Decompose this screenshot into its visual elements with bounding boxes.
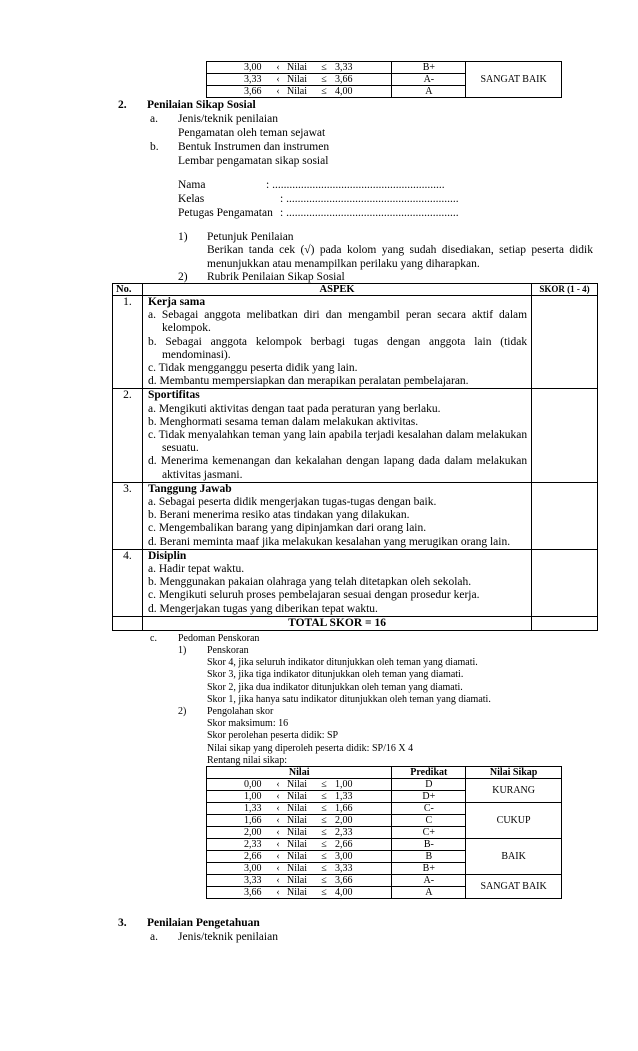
header-aspek: ASPEK [142, 284, 531, 296]
list-item: a. Hadir tepat waktu. [147, 563, 245, 576]
section-title: Penilaian Sikap Sosial [147, 99, 256, 111]
range-lo: 3,33 [244, 875, 262, 886]
range-sym: ‹ [276, 815, 280, 826]
range-lo: 0,00 [244, 779, 262, 790]
processing-lines [207, 718, 413, 768]
item-subtext: Pengamatan oleh teman sejawat [178, 127, 326, 139]
range-le: ≤ [321, 62, 327, 73]
range-hi: 3,66 [335, 875, 353, 886]
step-title: Rubrik Penilaian Sikap Sosial [207, 271, 345, 283]
range-le: ≤ [321, 791, 327, 802]
list-item: a. Sebagai anggota melibatkan diri dan mengambil peran secara aktif dalam kelompok. [147, 309, 528, 335]
grade-cell: A- [392, 74, 466, 86]
step-title: Petunjuk Penilaian [207, 231, 294, 243]
aspect-cell [142, 549, 531, 616]
header-skor: SKOR (1 - 4) [532, 284, 598, 296]
range-hi: 3,66 [335, 74, 353, 85]
aspect-title: Tanggung Jawab [147, 482, 232, 495]
step-title: Penskoran [207, 645, 249, 656]
field-value: : ............................................................ [280, 193, 459, 205]
scoring-lines [207, 657, 491, 707]
range-cell [207, 62, 392, 74]
range-lo: 3,33 [244, 74, 262, 85]
range-lo: 1,66 [244, 815, 262, 826]
range-sym: ‹ [276, 779, 280, 790]
grade-cell: D [392, 779, 466, 791]
item-label: a. [150, 931, 158, 943]
range-sym: ‹ [276, 851, 280, 862]
range-word: Nilai [287, 86, 307, 97]
range-le: ≤ [321, 803, 327, 814]
range-word: Nilai [287, 863, 307, 874]
item-text: Pedoman Penskoran [178, 633, 260, 644]
list-item: b. Berani menerima resiko atas tindakan yang dilakukan. [147, 509, 410, 522]
table-row [207, 62, 562, 74]
range-sym: ‹ [276, 827, 280, 838]
range-le: ≤ [321, 86, 327, 97]
range-cell [207, 827, 392, 839]
section-title: Penilaian Pengetahuan [147, 917, 260, 929]
scoring-line: Skor 4, jika seluruh indikator ditunjukkan oleh teman yang diamati. [207, 657, 478, 668]
row-number: 1. [113, 296, 143, 389]
grade-cell: B [392, 851, 466, 863]
range-word: Nilai [287, 839, 307, 850]
grade-cell: C- [392, 803, 466, 815]
table-row [207, 839, 562, 851]
category-cell: CUKUP [466, 803, 562, 839]
range-le: ≤ [321, 839, 327, 850]
range-hi: 4,00 [335, 86, 353, 97]
list-item: c. Mengembalikan barang yang dipinjamkan dari orang lain. [147, 522, 427, 535]
range-word: Nilai [287, 875, 307, 886]
table-row [113, 296, 598, 389]
header-predikat: Predikat [392, 767, 466, 779]
field-label: Petugas Pengamatan [178, 207, 273, 219]
range-sym: ‹ [276, 887, 280, 898]
grade-cell: B+ [392, 863, 466, 875]
category-cell: SANGAT BAIK [466, 875, 562, 899]
range-cell [207, 74, 392, 86]
range-le: ≤ [321, 827, 327, 838]
rubric-table [112, 283, 598, 631]
list-item: d. Berani meminta maaf jika melakukan kesalahan yang merugikan orang lain. [147, 535, 511, 548]
range-lo: 2,66 [244, 851, 262, 862]
grade-cell: A [392, 887, 466, 899]
list-item: b. Menggunakan pakaian olahraga yang telah ditetapkan oleh sekolah. [147, 576, 472, 589]
aspect-cell [142, 482, 531, 549]
score-cell[interactable] [532, 296, 598, 389]
range-le: ≤ [321, 851, 327, 862]
aspect-cell [142, 296, 531, 389]
range-cell [207, 86, 392, 98]
total-label: TOTAL SKOR = 16 [142, 616, 531, 630]
range-lo: 3,66 [244, 887, 262, 898]
item-subtext: Lembar pengamatan sikap sosial [178, 155, 329, 167]
section-number: 3. [118, 917, 127, 929]
field-value: : ............................................................ [266, 179, 445, 191]
step-paragraph: Berikan tanda cek (√) pada kolom yang sudah disediakan, setiap peserta didik menunjukkan atau menampilkan perilaku yang diharapkan. [207, 244, 593, 270]
step-number: 1) [178, 645, 187, 656]
range-le: ≤ [321, 779, 327, 790]
list-item: c. Mengikuti seluruh proses pembelajaran sesuai dengan prosedur kerja. [147, 589, 480, 602]
header-nilai: Nilai [207, 767, 392, 779]
range-hi: 3,33 [335, 863, 353, 874]
range-cell [207, 791, 392, 803]
range-lo: 1,00 [244, 791, 262, 802]
table-row [207, 875, 562, 887]
indicator-list [143, 496, 531, 549]
range-word: Nilai [287, 791, 307, 802]
table-header-row [207, 767, 562, 779]
range-cell [207, 779, 392, 791]
scoring-line: Skor 2, jika dua indikator ditunjukkan oleh teman yang diamati. [207, 681, 463, 693]
range-sym: ‹ [276, 62, 280, 73]
category-cell: KURANG [466, 779, 562, 803]
range-sym: ‹ [276, 791, 280, 802]
indicator-list [143, 309, 531, 388]
score-cell[interactable] [532, 549, 598, 616]
range-lo: 2,33 [244, 839, 262, 850]
field-label: Kelas [178, 193, 205, 205]
indicator-list [143, 563, 531, 616]
processing-line: Skor maksimum: 16 [207, 718, 289, 729]
header-no: No. [113, 284, 143, 296]
list-item: b. Menghormati sesama teman dalam melakukan aktivitas. [147, 415, 419, 428]
range-hi: 1,66 [335, 803, 353, 814]
range-hi: 3,00 [335, 851, 353, 862]
scoring-line: Skor 1, jika hanya satu indikator ditunjukkan oleh teman yang diamati. [207, 694, 491, 706]
list-item: b. Sebagai anggota kelompok berbagi tugas dengan anggota lain (tidak mendominasi). [147, 335, 528, 361]
grade-cell: C+ [392, 827, 466, 839]
table-header-row [113, 284, 598, 296]
category-cell: SANGAT BAIK [466, 62, 562, 98]
range-lo: 2,00 [244, 827, 262, 838]
grade-cell: D+ [392, 791, 466, 803]
range-sym: ‹ [276, 863, 280, 874]
range-lo: 3,00 [244, 863, 262, 874]
section-number: 2. [118, 99, 127, 111]
total-blank [113, 616, 143, 630]
range-le: ≤ [321, 875, 327, 886]
item-text: Jenis/teknik penilaian [178, 931, 278, 943]
total-score-cell[interactable] [532, 616, 598, 630]
processing-line: Skor perolehan peserta didik: SP [207, 730, 339, 742]
list-item: d. Mengerjakan tugas yang diberikan tepat waktu. [147, 602, 378, 615]
range-cell [207, 887, 392, 899]
range-hi: 1,33 [335, 791, 353, 802]
range-word: Nilai [287, 851, 307, 862]
step-title: Pengolahan skor [207, 706, 274, 717]
table-row [113, 389, 598, 482]
item-label: a. [150, 113, 158, 125]
list-item: a. Sebagai peserta didik mengerjakan tugas-tugas dengan baik. [147, 496, 437, 509]
scoring-line: Skor 3, jika tiga indikator ditunjukkan oleh teman yang diamati. [207, 669, 464, 681]
range-word: Nilai [287, 887, 307, 898]
range-word: Nilai [287, 779, 307, 790]
range-hi: 2,66 [335, 839, 353, 850]
range-cell [207, 803, 392, 815]
range-cell [207, 815, 392, 827]
step-number: 1) [178, 231, 188, 243]
header-sikap: Nilai Sikap [466, 767, 562, 779]
processing-line: Nilai sikap yang diperoleh peserta didik: SP/16 X 4 [207, 742, 414, 754]
grade-table [206, 766, 562, 899]
total-row [113, 616, 598, 630]
indicator-list [143, 403, 531, 482]
item-text: Jenis/teknik penilaian [178, 113, 278, 125]
range-hi: 3,33 [335, 62, 353, 73]
table-row [113, 549, 598, 616]
grade-cell: A [392, 86, 466, 98]
score-cell[interactable] [532, 389, 598, 482]
range-cell [207, 839, 392, 851]
range-sym: ‹ [276, 803, 280, 814]
grade-cell: B- [392, 839, 466, 851]
table-row [113, 482, 598, 549]
range-hi: 2,33 [335, 827, 353, 838]
step-number: 2) [178, 706, 187, 717]
range-le: ≤ [321, 815, 327, 826]
range-word: Nilai [287, 827, 307, 838]
list-item: c. Tidak menyalahkan teman yang lain apabila terjadi kesalahan dalam melakukan sesuatu. [147, 429, 528, 455]
field-label: Nama [178, 179, 206, 191]
range-sym: ‹ [276, 86, 280, 97]
step-number: 2) [178, 271, 188, 283]
table-row [207, 779, 562, 791]
range-word: Nilai [287, 815, 307, 826]
range-hi: 2,00 [335, 815, 353, 826]
item-text: Bentuk Instrumen dan instrumen [178, 141, 330, 153]
range-le: ≤ [321, 887, 327, 898]
range-sym: ‹ [276, 839, 280, 850]
range-lo: 1,33 [244, 803, 262, 814]
list-item: a. Mengikuti aktivitas dengan taat pada peraturan yang berlaku. [147, 402, 441, 415]
range-le: ≤ [321, 74, 327, 85]
aspect-title: Disiplin [147, 549, 187, 562]
range-hi: 4,00 [335, 887, 353, 898]
table-row [207, 803, 562, 815]
field-value: : ............................................................ [280, 207, 459, 219]
item-label: b. [150, 141, 159, 153]
list-item: d. Menerima kemenangan dan kekalahan dengan lapang dada dalam melakukan aktivitas jasmani. [147, 455, 528, 481]
range-sym: ‹ [276, 74, 280, 85]
range-lo: 3,00 [244, 62, 262, 73]
grade-cell: B+ [392, 62, 466, 74]
range-cell [207, 863, 392, 875]
aspect-cell [142, 389, 531, 482]
row-number: 4. [113, 549, 143, 616]
range-word: Nilai [287, 62, 307, 73]
range-sym: ‹ [276, 875, 280, 886]
top-grade-table [206, 61, 562, 98]
range-le: ≤ [321, 863, 327, 874]
range-word: Nilai [287, 74, 307, 85]
row-number: 3. [113, 482, 143, 549]
range-lo: 3,66 [244, 86, 262, 97]
row-number: 2. [113, 389, 143, 482]
list-item: c. Tidak mengganggu peserta didik yang lain. [147, 362, 358, 375]
range-hi: 1,00 [335, 779, 353, 790]
range-cell [207, 875, 392, 887]
aspect-title: Sportifitas [147, 389, 200, 402]
grade-cell: A- [392, 875, 466, 887]
aspect-title: Kerja sama [147, 296, 206, 308]
score-cell[interactable] [532, 482, 598, 549]
category-cell: BAIK [466, 839, 562, 875]
list-item: d. Membantu mempersiapkan dan merapikan peralatan pembelajaran. [147, 375, 469, 388]
range-cell [207, 851, 392, 863]
processing-line: Rentang nilai sikap: [207, 755, 287, 767]
range-word: Nilai [287, 803, 307, 814]
item-label: c. [150, 633, 157, 644]
grade-cell: C [392, 815, 466, 827]
